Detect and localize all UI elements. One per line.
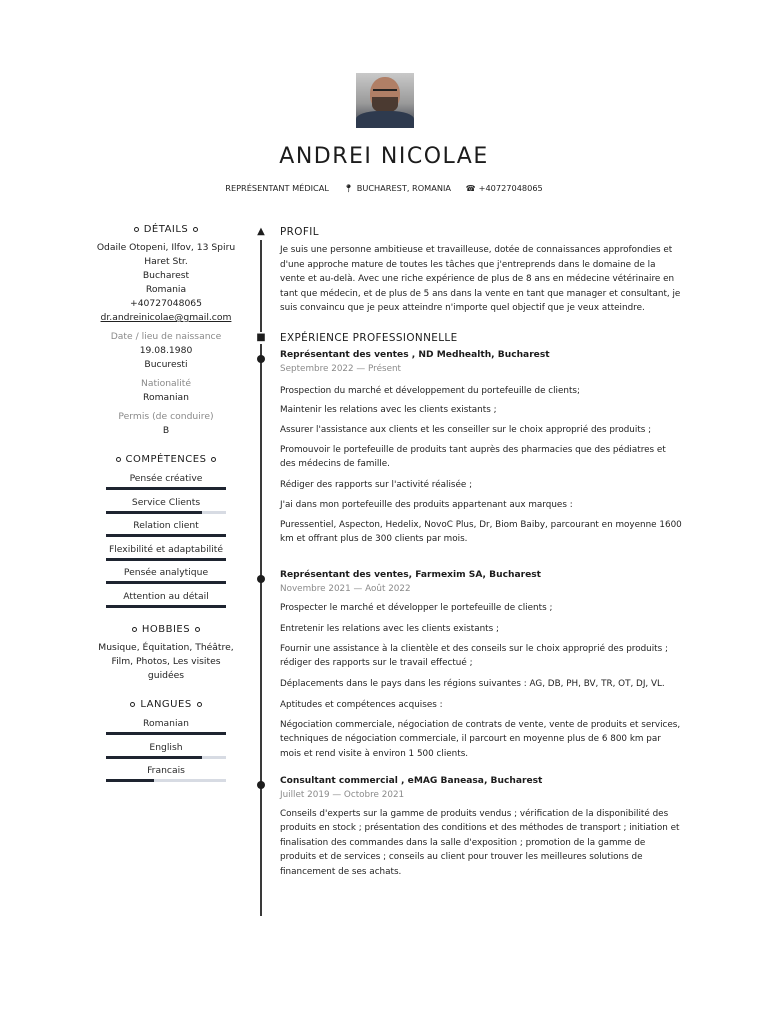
- job-point: Négociation commerciale, négociation de contrats de vente, vente de produits et services, techniques de négociation commerciale, il parcourt en moyenne plus de 6 800 km par mois et rend visite à environ 1 500 clients.: [280, 720, 681, 759]
- skill-level-fill: [106, 558, 226, 561]
- map-pin-icon: 📍︎: [343, 184, 354, 193]
- languages-list: [92, 716, 240, 787]
- city: Bucharest: [142, 270, 190, 281]
- birth-label: Date / lieu de naissance: [110, 331, 222, 342]
- bullet-icon: [132, 627, 137, 632]
- briefcase-icon: ■: [256, 332, 266, 343]
- hobbies-title: HOBBIES: [92, 624, 240, 635]
- job-point: Assurer l'assistance aux clients et les conseiller sur le choix approprié des produits ;: [280, 425, 652, 435]
- skill-level-fill: [106, 534, 226, 537]
- skill-item: [106, 471, 226, 495]
- profile-photo: [356, 73, 414, 128]
- details-phone: +40727048065: [130, 298, 202, 309]
- license: B: [162, 425, 170, 436]
- language-level-bar: [106, 732, 226, 735]
- job-date: Novembre 2021 — Août 2022: [280, 584, 411, 594]
- skill-level-fill: [106, 487, 226, 490]
- profile-title: PROFIL: [280, 226, 319, 238]
- hobbies-line-1: Musique, Équitation, Théâtre,: [98, 642, 234, 653]
- language-level-fill: [106, 756, 202, 759]
- email-link[interactable]: dr.andreinicolae@gmail.com: [100, 312, 232, 323]
- skill-label: Flexibilité et adaptabilité: [108, 543, 224, 555]
- skill-level-bar: [106, 558, 226, 561]
- language-level-bar: [106, 779, 226, 782]
- skill-item: [106, 589, 226, 613]
- skills-list: [92, 471, 240, 612]
- skill-level-bar: [106, 605, 226, 608]
- skill-label: Relation client: [133, 520, 199, 531]
- bullet-icon: [193, 227, 198, 232]
- job-point: Prospecter le marché et développer le portefeuille de clients ;: [280, 603, 553, 613]
- languages-title: LANGUES: [92, 699, 240, 710]
- timeline-marker: [257, 575, 265, 583]
- job-title: Consultant commercial , eMAG Baneasa, Bucharest: [280, 776, 543, 786]
- license-label: Permis (de conduire): [118, 411, 214, 422]
- skill-level-fill: [106, 605, 226, 608]
- language-level-fill: [106, 779, 154, 782]
- nationality-label: Nationalité: [140, 378, 192, 389]
- language-item: [106, 740, 226, 764]
- bullet-icon: [197, 702, 202, 707]
- bullet-icon: [116, 457, 121, 462]
- skill-label: Pensée créative: [129, 473, 203, 484]
- job-point: Entretenir les relations avec les clients existants ;: [280, 624, 499, 634]
- header-subline: [0, 183, 768, 193]
- experience-title: EXPÉRIENCE PROFESSIONNELLE: [280, 332, 458, 344]
- language-level-bar: [106, 756, 226, 759]
- birth-date: 19.08.1980: [139, 345, 193, 356]
- skill-level-bar: [106, 581, 226, 584]
- job-date: Septembre 2022 — Présent: [280, 364, 402, 374]
- job-point: Puressentiel, Aspecton, Hedelix, NovoC Plus, Dr, Biom Baiby, parcourant en moyenne 1600 km et offrant plus de 300 clients par mois.: [280, 520, 682, 545]
- job-title: Représentant des ventes , ND Medhealth, Bucharest: [280, 350, 550, 360]
- skill-item: [106, 495, 226, 519]
- skills-title: COMPÉTENCES: [92, 454, 240, 465]
- details-title: DÉTAILS: [92, 224, 240, 235]
- skill-level-fill: [106, 581, 226, 584]
- bullet-icon: [195, 627, 200, 632]
- birth-place: Bucuresti: [144, 359, 188, 370]
- job-point: Prospection du marché et développement du portefeuille de clients;: [280, 386, 580, 396]
- left-column: [92, 224, 240, 787]
- address-line-2: Haret Str.: [144, 256, 188, 267]
- timeline-marker: [257, 781, 265, 789]
- language-item: [106, 716, 226, 740]
- hobbies-line-2: Film, Photos, Les visites guidées: [111, 656, 221, 681]
- skill-level-bar: [106, 534, 226, 537]
- bullet-icon: [130, 702, 135, 707]
- language-level-fill: [106, 732, 226, 735]
- timeline-marker: [257, 355, 265, 363]
- job-point: Maintenir les relations avec les clients existants ;: [280, 405, 497, 415]
- language-label: English: [149, 741, 183, 753]
- skill-label: Service Clients: [131, 496, 201, 508]
- job-point: Promouvoir le portefeuille de produits tant auprès des pharmacies que des pédiatres et des médecins de famille.: [280, 445, 666, 470]
- job-point: Conseils d'experts sur la gamme de produits vendus ; vérification de la disponibilité des produits en stock ; présentation des conditions et des méthodes de transport ; initiation et finalisation des commandes dans la salle d'exposition ; promotion de la gamme de produits et de services ; conseils au client pour trouver les meilleures solutions de financement de ses achats.: [280, 809, 680, 877]
- job-point: Déplacements dans le pays dans les régions suivantes : AG, DB, PH, BV, TR, OT, DJ, VL.: [280, 679, 665, 689]
- profile-text: Je suis une personne ambitieuse et travailleuse, dotée de connaissances approfondies et d'une approche mature de toutes les tâches que j'entreprends dans le domaine de la vente et au-delà. Avec une riche expérience de plus de 8 ans en médecine vétérinaire en tant que médecin, et de plus de 5 ans dans la vente en tant que manager et consultant, je suis convaincu que je peux atteindre n'importe quel objectif que je veux atteindre.: [280, 245, 681, 314]
- address-line-1: Odaile Otopeni, Ilfov, 13 Spiru: [96, 242, 236, 253]
- job-title: Représentant des ventes, Farmexim SA, Bucharest: [280, 570, 541, 580]
- job-point: J'ai dans mon portefeuille des produits appartenant aux marques :: [280, 500, 573, 510]
- language-label: Romanian: [143, 718, 189, 729]
- phone: +40727048065: [478, 183, 543, 193]
- skill-item: [106, 542, 226, 566]
- language-item: [106, 763, 226, 787]
- job-point: Aptitudes et compétences acquises :: [280, 700, 443, 710]
- skill-level-bar: [106, 511, 226, 514]
- skill-item: [106, 518, 226, 542]
- bullet-icon: [211, 457, 216, 462]
- nationality: Romanian: [143, 392, 189, 403]
- job-point: Fournir une assistance à la clientèle et des conseils sur le choix approprié des produits ; rédiger des rapports sur le travail effectué ;: [280, 644, 668, 669]
- job-date: Juillet 2019 — Octobre 2021: [280, 790, 405, 800]
- bullet-icon: [134, 227, 139, 232]
- skill-level-bar: [106, 487, 226, 490]
- country: Romania: [145, 284, 187, 295]
- skill-level-fill: [106, 511, 202, 514]
- language-label: Francais: [147, 765, 185, 776]
- phone-icon: ☎︎: [465, 184, 476, 193]
- user-icon: ▲: [255, 226, 267, 238]
- skill-label: Pensée analytique: [123, 567, 209, 578]
- skill-label: Attention au détail: [123, 590, 209, 602]
- candidate-name: ANDREI NICOLAE: [279, 144, 489, 169]
- job-point: Rédiger des rapports sur l'activité réalisée ;: [280, 480, 473, 490]
- location: BUCHAREST, ROMANIA: [356, 183, 451, 193]
- skill-item: [106, 565, 226, 589]
- job-title: REPRÉSENTANT MÉDICAL: [225, 183, 329, 193]
